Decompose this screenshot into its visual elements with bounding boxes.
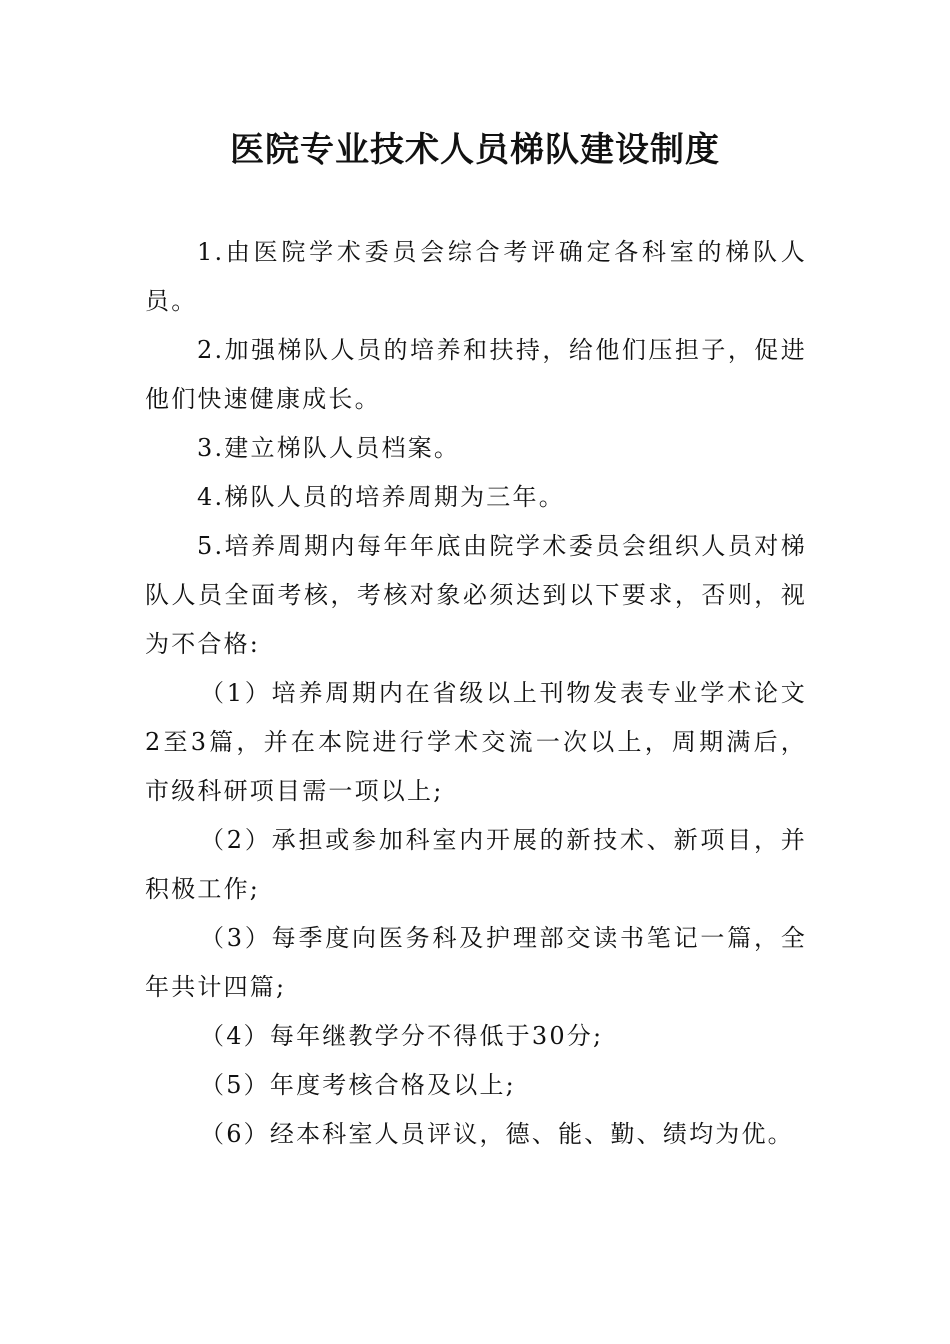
requirement-item-4: （4）每年继教学分不得低于30分; — [200, 1022, 604, 1050]
requirement-item-3: （3）每季度向医务科及护理部交读书笔记一篇，全年共计四篇; — [145, 924, 807, 1001]
paragraph-item-2: 2.加强梯队人员的培养和扶持，给他们压担子，促进他们快速健康成长。 — [145, 336, 807, 413]
document-title: 医院专业技术人员梯队建设制度 — [230, 130, 720, 170]
paragraph-item-3: 3.建立梯队人员档案。 — [197, 434, 461, 462]
document-body — [145, 228, 807, 1159]
paragraph-item-1: 1.由医院学术委员会综合考评确定各科室的梯队人员。 — [145, 238, 807, 315]
requirement-item-1: （1）培养周期内在省级以上刊物发表专业学术论文2至3篇，并在本院进行学术交流一次以上，周期满后，市级科研项目需一项以上; — [145, 679, 807, 805]
paragraph-item-5: 5.培养周期内每年年底由院学术委员会组织人员对梯队人员全面考核，考核对象必须达到以下要求，否则，视为不合格: — [145, 532, 807, 658]
requirement-item-6: （6）经本科室人员评议，德、能、勤、绩均为优。 — [200, 1120, 794, 1148]
paragraph-item-4: 4.梯队人员的培养周期为三年。 — [197, 483, 565, 511]
requirement-item-5: （5）年度考核合格及以上; — [200, 1071, 516, 1099]
requirement-item-2: （2）承担或参加科室内开展的新技术、新项目，并积极工作; — [145, 826, 807, 903]
